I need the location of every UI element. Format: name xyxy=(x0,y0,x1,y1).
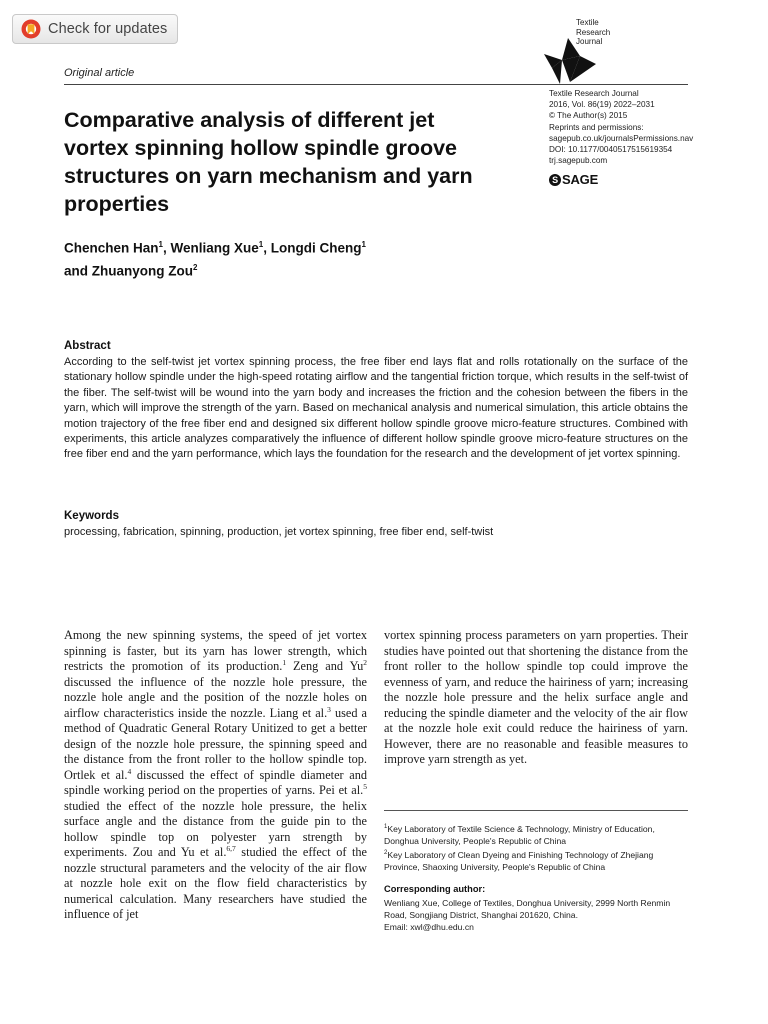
doi-link[interactable]: DOI: 10.1177/0040517515619354 xyxy=(549,145,673,155)
journal-logo-text: Textile Research Journal xyxy=(576,18,611,46)
article-type-label: Original article xyxy=(64,67,135,79)
author-name: Chenchen Han xyxy=(64,240,159,256)
sage-logo-icon: S xyxy=(549,174,561,186)
affiliation-item: $^2$Key Laboratory of Clean Dyeing and Finishing Technology of Zhejiang Province, Shaoxing University, People's Republic of China xyxy=(384,850,654,873)
abstract-heading: Abstract xyxy=(64,340,111,352)
author-affiliation-marker: 1 xyxy=(361,240,366,249)
keywords-text: processing, fabrication, spinning, production, jet vortex spinning, free fiber end, self-twist xyxy=(64,526,494,538)
author-name: Zhuanyong Zou xyxy=(91,263,193,278)
author-name: Longdi Cheng xyxy=(270,240,362,256)
journal-website-link[interactable]: trj.sagepub.com xyxy=(549,156,608,166)
journal-info xyxy=(549,88,699,166)
header-divider xyxy=(64,84,688,85)
corresponding-author-details xyxy=(384,897,688,934)
copyright-line: © The Author(s) 2015 xyxy=(549,111,628,121)
affiliations xyxy=(384,821,688,874)
permissions-link[interactable]: sagepub.co.uk/journalsPermissions.nav xyxy=(549,133,694,143)
article-title: Comparative analysis of different jet vortex spinning hollow spindle groove structures on yarn mechanism and yarn properties xyxy=(64,108,473,216)
citation-reference[interactable]: 5 xyxy=(363,781,367,791)
sage-logo-text: SAGE xyxy=(562,172,599,187)
citation-reference[interactable]: 2 xyxy=(363,657,367,667)
check-for-updates-label: Check for updates xyxy=(48,21,168,37)
footnote-divider xyxy=(384,810,688,811)
abstract-text: According to the self-twist jet vortex spinning process, the free fiber end lays flat and rolls rotationally on the surface of the stationary hollow spindle under the high-speed rotating airflow and the tangential friction torque, which results in the self-twist of the fiber. The self-twist will be wound into the yarn body and increases the friction and the cohesion between the fibers in the yarn, which will improve the strength of the yarn. Based on mechanical analysis and numerical simulation, this article obtains the motion trajectory of the free fiber end and designed six different hollow spindle groove micro-feature structures. Combined with experiments, this article analyzes comparatively the influence of different hollow spindle groove micro-feature structures on the free fiber end and the yarn performance, which lays the foundation for the research and the development of jet vortex spinning. xyxy=(64,356,688,461)
citation-reference[interactable]: 3 xyxy=(327,704,331,714)
check-for-updates-button[interactable] xyxy=(12,14,178,44)
citation-reference[interactable]: 4 xyxy=(127,766,132,776)
citation-reference[interactable]: 1 xyxy=(282,657,287,667)
author-affiliation-marker: 1 xyxy=(158,240,163,249)
author-affiliation-marker: 2 xyxy=(193,262,198,272)
affiliation-item: $^1$Key Laboratory of Textile Science & Technology, Ministry of Education, Donghua University, People's Republic of China xyxy=(384,823,655,847)
body-column-left: Among the new spinning systems, the speed of jet vortex spinning is faster, but its yarn has lower strength, which restricts the promotion of its production.$^1$ Zeng and Yu$^2$ discussed the influence of the nozzle hole pressure, the nozzle hole angle and the position of the nozzle holes on airflow characteristics inside the nozzle. Liang et al.$^3$ used a method of Quadratic General Rotary Unitized to get a better design of the nozzle hole pressure, the spinning speed and the distance from the front roller to the hollow spindle top. Ortlek et al.$^4$ discussed the effect of spindle diameter and spindle working period on the properties of yarns. Pei et al.$^5$ studied the effect of the nozzle hole pressure, the helix surface angle and the distance from the guide pin to the hollow spindle top on polyester yarn strength by experiments. Zou and Yu et al.$^{6,7}$ studied the effect of the nozzle structural parameters and the velocity of the air flow at nozzle hole exit on the flow field characteristics by numerical calculation. Many researchers have studied the influence of jet xyxy=(64,628,367,921)
citation-reference[interactable]: 6,7 xyxy=(226,843,236,853)
journal-name: Textile Research Journal xyxy=(549,89,639,98)
corresponding-author-address: Wenliang Xue, College of Textiles, Donghua University, 2999 North Renmin Road, Songjiang District, Shanghai 201620, China. xyxy=(384,898,671,921)
crossmark-icon xyxy=(21,19,41,39)
author-name: Wenliang Xue xyxy=(170,240,259,256)
corresponding-author-email[interactable]: Email: xwl@dhu.edu.cn xyxy=(384,922,474,933)
sage-logo xyxy=(549,172,598,187)
reprints-label: Reprints and permissions: xyxy=(549,122,644,132)
author-affiliation-marker: 1 xyxy=(258,240,264,249)
corresponding-author-heading: Corresponding author: xyxy=(384,884,486,894)
keywords-heading: Keywords xyxy=(64,510,119,522)
author-list: Chenchen Han$^1$, Wenliang Xue$^1$, Longdi Cheng$^1$ and Zhuanyong Zou$^2$ xyxy=(64,240,366,278)
body-column-right: vortex spinning process parameters on yarn properties. Their studies have pointed out that shortening the distance from the front roller to the hollow spindle top could improve the evenness of yarn, and reduce the hairiness of yarn; increasing the nozzle hole pressure and the helix surface angle and reducing the spindle diameter and the velocity of the air flow at the nozzle hole exit could reduce the hairiness of yarn. However, there are no reasonable and feasible measures to improve yarn strength as yet. xyxy=(384,628,688,766)
journal-volume: 2016, Vol. 86(19) 2022–2031 xyxy=(549,100,655,110)
journal-logo-mark xyxy=(540,34,600,86)
journal-logo xyxy=(540,18,630,86)
